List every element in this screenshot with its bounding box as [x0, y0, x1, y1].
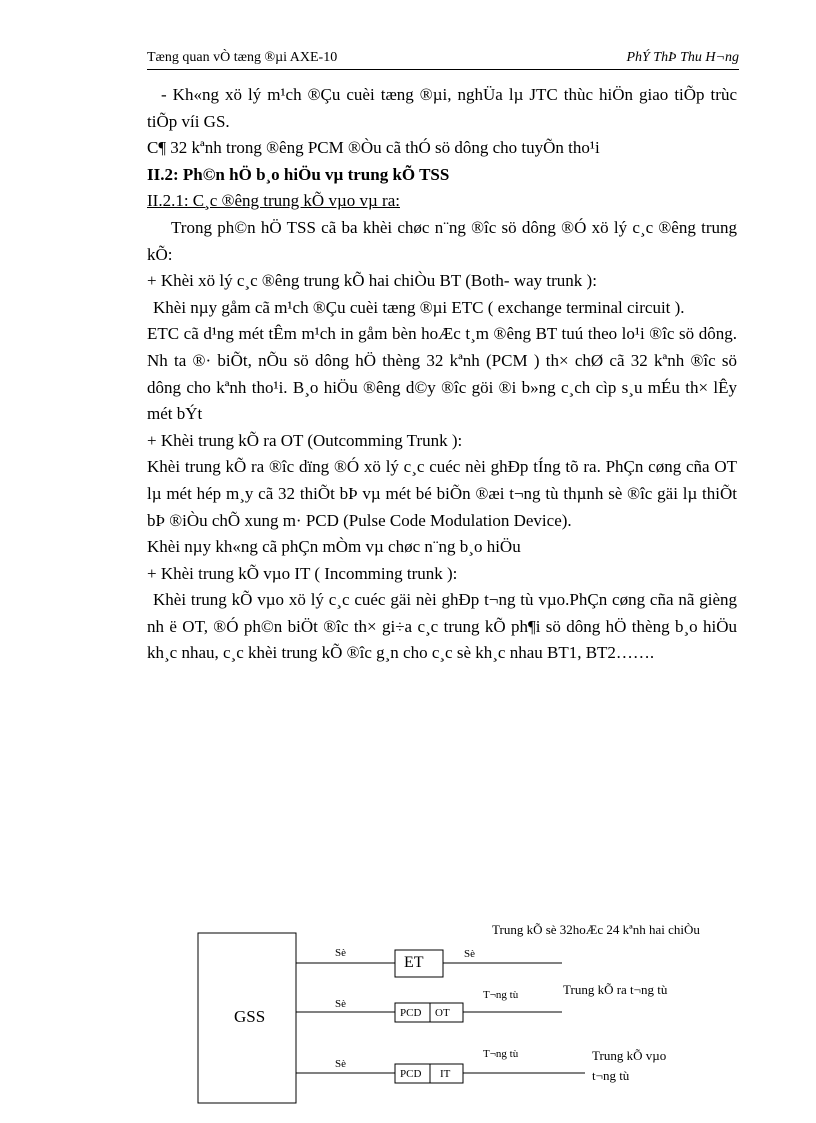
pcd-label-2: PCD	[400, 1068, 422, 1080]
header-title: Tæng quan vÒ tæng ®µi AXE-10	[147, 50, 338, 65]
tuongtu-label-2: T¬ng tù	[483, 1048, 519, 1060]
pcd-label-1: PCD	[400, 1007, 422, 1019]
it-trunk-label-1: Trung kÕ vµo	[592, 1048, 667, 1063]
ot-trunk-label: Trung kÕ ra t¬ng tù	[563, 982, 668, 997]
section-heading: II.2: Ph©n hÖ b¸o hiÖu vµ trung kÕ TSS	[147, 164, 450, 184]
document-body	[147, 82, 737, 667]
paragraph: Khèi nµy kh«ng cã phÇn mÒm vµ chøc n¨ng b¸o hiÖu	[147, 537, 521, 557]
gss-label: GSS	[234, 1007, 266, 1026]
et-label: ET	[404, 954, 424, 971]
page-header	[147, 50, 739, 70]
paragraph: Khèi nµy gåm cã m¹ch ®Çu cuèi tæng ®µi ETC ( exchange terminal circuit ).	[153, 297, 685, 317]
paragraph: ETC cã d¹ng mét tÊm m¹ch in gåm bèn hoÆc t¸m ®êng BT tuú theo lo¹i ®îc sö dông. Nh ta ®· biÕt, nÕu sö dông hÖ thèng 32 kªnh (PCM ) th× chØ cã 32 kªnh ®îc sö dông cho kªnh tho¹i. B¸o hiÖu ®êng d©y ®îc göi ®i b»ng c¸ch cìp s¸u mÉu th× lÊy mét bÝt	[147, 324, 737, 424]
so-label-4: Sè	[335, 1058, 346, 1070]
ot-label: OT	[435, 1007, 450, 1019]
paragraph: - Kh«ng xö lý m¹ch ®Çu cuèi tæng ®µi, nghÜa lµ JTC thùc hiÖn giao tiÕp trùc tiÕp víi GS.	[147, 85, 737, 131]
paragraph: Khèi trung kÕ ra ®îc dïng ®Ó xö lý c¸c cuéc nèi ghÐp tÍng tõ ra. PhÇn cøng cña OT lµ mét hép m¸y cã 32 thiÕt bÞ vµ mét bé biÕn ®æi t¬ng tù thµnh sè ®îc gäi lµ thiÕt bÞ ®iÒu chÕ xung m· PCD (Pulse Code Modulation Device).	[147, 457, 737, 530]
paragraph: C¶ 32 kªnh trong ®êng PCM ®Òu cã thÓ sö dông cho tuyÕn tho¹i	[147, 138, 600, 158]
trunk-diagram	[190, 915, 750, 1115]
subsection-heading: II.2.1: C¸c ®êng trung kÕ vµo vµ ra:	[147, 191, 400, 211]
paragraph: + Khèi xö lý c¸c ®êng trung kÕ hai chiÒu BT (Both- way trunk ):	[147, 271, 597, 291]
paragraph: + Khèi trung kÕ vµo IT ( Incomming trunk ):	[147, 563, 458, 583]
bt-trunk-label: Trung kÕ sè 32hoÆc 24 kªnh hai chiÒu	[492, 922, 700, 937]
so-label-1: Sè	[335, 947, 346, 959]
paragraph: Khèi trung kÕ vµo xö lý c¸c cuéc gäi nèi ghÐp t¬ng tù vµo.PhÇn cøng cña nã gièng nh ë OT, ®Ó ph©n biÖt ®îc th× gi÷a c¸c trung kÕ ph¶i sö dông hÖ thèng b¸o hiÖu kh¸c nhau, c¸c khèi trung kÕ ®îc g¸n cho c¸c sè kh¸c nhau BT1, BT2…….	[147, 590, 737, 663]
header-author: PhÝ ThÞ Thu H¬ng	[626, 50, 739, 65]
tuongtu-label-1: T¬ng tù	[483, 989, 519, 1001]
paragraph: + Khèi trung kÕ ra OT (Outcomming Trunk ):	[147, 430, 463, 450]
so-label-3: Sè	[335, 998, 346, 1010]
paragraph: Trong ph©n hÖ TSS cã ba khèi chøc n¨ng ®îc sö dông ®Ó xö lý c¸c ®êng trung kÕ:	[147, 217, 737, 264]
it-label: IT	[440, 1068, 451, 1080]
so-label-2: Sè	[464, 948, 475, 960]
diagram-lines	[190, 915, 750, 1115]
it-trunk-label-2: t¬ng tù	[592, 1068, 630, 1083]
header-rule	[147, 69, 739, 70]
